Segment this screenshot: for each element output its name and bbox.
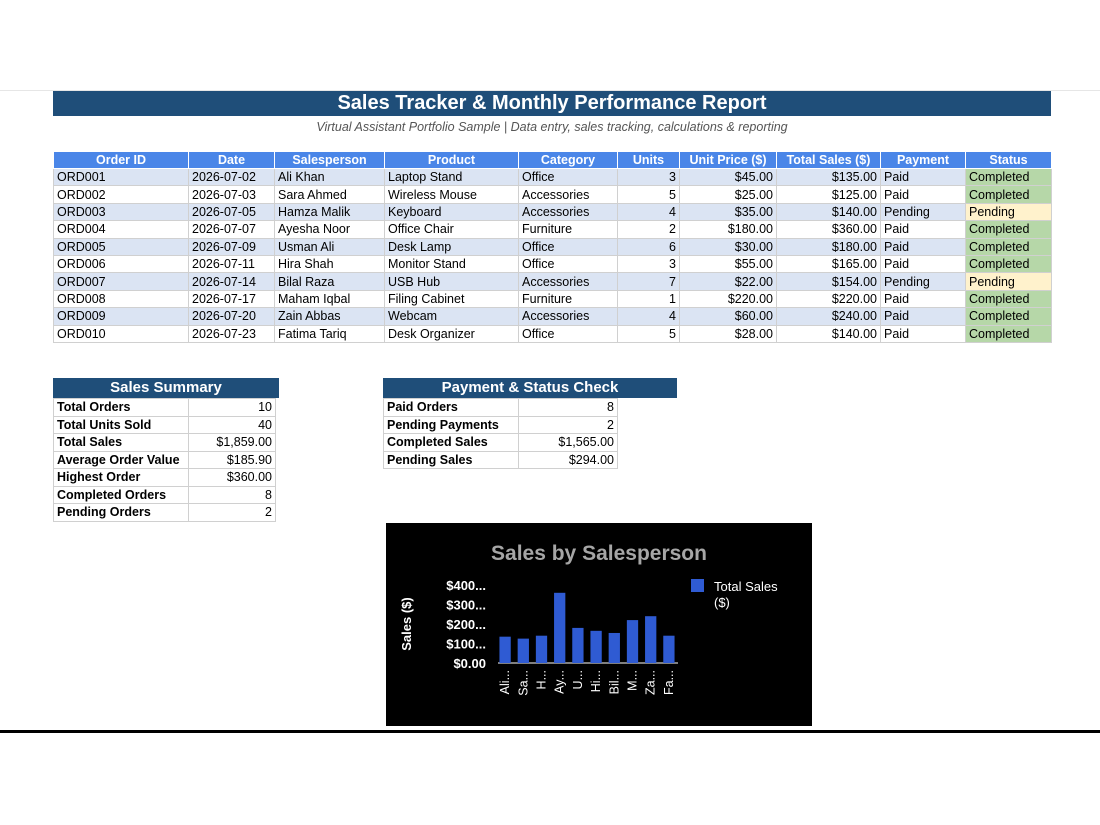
summary-row bbox=[54, 399, 276, 417]
x-tick-label: Za... bbox=[643, 670, 658, 696]
cell-order-id[interactable]: ORD002 bbox=[54, 186, 189, 203]
y-tick-label: $400... bbox=[446, 578, 486, 593]
cell-payment[interactable]: Paid bbox=[881, 308, 966, 325]
cell-total-sales[interactable]: $140.00 bbox=[777, 325, 881, 342]
cell-category[interactable]: Office bbox=[519, 325, 618, 342]
cell-salesperson[interactable]: Usman Ali bbox=[275, 238, 385, 255]
table-row bbox=[54, 203, 1052, 220]
cell-category[interactable]: Office bbox=[519, 238, 618, 255]
cell-unit-price[interactable]: $28.00 bbox=[680, 325, 777, 342]
cell-product[interactable]: Desk Organizer bbox=[385, 325, 519, 342]
col-header-order-id[interactable]: Order ID bbox=[54, 152, 189, 169]
cell-status[interactable]: Completed bbox=[966, 186, 1052, 203]
cell-status[interactable]: Completed bbox=[966, 290, 1052, 307]
status-row bbox=[384, 451, 618, 469]
status-row bbox=[384, 434, 618, 452]
status-label[interactable]: Completed Sales bbox=[384, 434, 519, 452]
cell-salesperson[interactable]: Sara Ahmed bbox=[275, 186, 385, 203]
summary-label[interactable]: Total Units Sold bbox=[54, 416, 189, 434]
cell-date[interactable]: 2026-07-17 bbox=[189, 290, 275, 307]
cell-order-id[interactable]: ORD004 bbox=[54, 221, 189, 238]
cell-product[interactable]: Wireless Mouse bbox=[385, 186, 519, 203]
cell-units[interactable]: 3 bbox=[618, 255, 680, 272]
cell-unit-price[interactable]: $22.00 bbox=[680, 273, 777, 290]
cell-category[interactable]: Furniture bbox=[519, 221, 618, 238]
summary-label[interactable]: Pending Orders bbox=[54, 504, 189, 522]
cell-units[interactable]: 7 bbox=[618, 273, 680, 290]
report-title: Sales Tracker & Monthly Performance Report bbox=[53, 91, 1051, 116]
cell-order-id[interactable]: ORD001 bbox=[54, 169, 189, 186]
cell-category[interactable]: Accessories bbox=[519, 203, 618, 220]
bar-1 bbox=[518, 639, 529, 663]
cell-date[interactable]: 2026-07-02 bbox=[189, 169, 275, 186]
bar-5 bbox=[590, 631, 601, 663]
cell-salesperson[interactable]: Ayesha Noor bbox=[275, 221, 385, 238]
cell-product[interactable]: Webcam bbox=[385, 308, 519, 325]
cell-order-id[interactable]: ORD008 bbox=[54, 290, 189, 307]
status-label[interactable]: Pending Sales bbox=[384, 451, 519, 469]
x-tick-label: Sa... bbox=[516, 670, 531, 696]
bar-9 bbox=[663, 636, 674, 663]
col-header-units[interactable]: Units bbox=[618, 152, 680, 169]
legend-label-line1: Total Sales bbox=[714, 579, 778, 594]
x-tick-label: H... bbox=[534, 670, 549, 690]
cell-total-sales[interactable]: $360.00 bbox=[777, 221, 881, 238]
table-row bbox=[54, 255, 1052, 272]
cell-unit-price[interactable]: $55.00 bbox=[680, 255, 777, 272]
cell-order-id[interactable]: ORD006 bbox=[54, 255, 189, 272]
cell-salesperson[interactable]: Maham Iqbal bbox=[275, 290, 385, 307]
cell-total-sales[interactable]: $220.00 bbox=[777, 290, 881, 307]
summary-row bbox=[54, 504, 276, 522]
cell-total-sales[interactable]: $180.00 bbox=[777, 238, 881, 255]
status-value[interactable]: 8 bbox=[519, 399, 618, 417]
cell-salesperson[interactable]: Zain Abbas bbox=[275, 308, 385, 325]
cell-status[interactable]: Completed bbox=[966, 255, 1052, 272]
y-tick-label: $300... bbox=[446, 597, 486, 613]
status-label[interactable]: Paid Orders bbox=[384, 399, 519, 417]
cell-category[interactable]: Accessories bbox=[519, 273, 618, 290]
cell-product[interactable]: Filing Cabinet bbox=[385, 290, 519, 307]
x-tick-label: Ali... bbox=[498, 670, 513, 695]
summary-row bbox=[54, 469, 276, 487]
cell-product[interactable]: Office Chair bbox=[385, 221, 519, 238]
cell-units[interactable]: 4 bbox=[618, 203, 680, 220]
status-row bbox=[384, 399, 618, 417]
bar-0 bbox=[499, 637, 510, 663]
summary-row bbox=[54, 486, 276, 504]
cell-product[interactable]: Keyboard bbox=[385, 203, 519, 220]
cell-status[interactable]: Completed bbox=[966, 221, 1052, 238]
table-row bbox=[54, 290, 1052, 307]
cell-status[interactable]: Completed bbox=[966, 325, 1052, 342]
cell-total-sales[interactable]: $165.00 bbox=[777, 255, 881, 272]
legend-label-line2: ($) bbox=[714, 595, 730, 610]
summary-row bbox=[54, 416, 276, 434]
cell-salesperson[interactable]: Bilal Raza bbox=[275, 273, 385, 290]
cell-status[interactable]: Completed bbox=[966, 169, 1052, 186]
summary-value[interactable]: $360.00 bbox=[189, 469, 276, 487]
summary-label[interactable]: Average Order Value bbox=[54, 451, 189, 469]
cell-unit-price[interactable]: $30.00 bbox=[680, 238, 777, 255]
status-value[interactable]: $1,565.00 bbox=[519, 434, 618, 452]
x-tick-label: Ay... bbox=[552, 670, 567, 694]
col-header-product[interactable]: Product bbox=[385, 152, 519, 169]
cell-category[interactable]: Accessories bbox=[519, 186, 618, 203]
col-header-salesperson[interactable]: Salesperson bbox=[275, 152, 385, 169]
y-tick-label: $0.00 bbox=[453, 656, 486, 671]
cell-payment[interactable]: Paid bbox=[881, 169, 966, 186]
cell-date[interactable]: 2026-07-14 bbox=[189, 273, 275, 290]
cell-units[interactable]: 3 bbox=[618, 169, 680, 186]
chart-title: Sales by Salesperson bbox=[491, 542, 707, 565]
cell-date[interactable]: 2026-07-09 bbox=[189, 238, 275, 255]
col-header-unit-price[interactable]: Unit Price ($) bbox=[680, 152, 777, 169]
cell-category[interactable]: Accessories bbox=[519, 308, 618, 325]
x-tick-label: U... bbox=[570, 670, 585, 690]
table-row bbox=[54, 308, 1052, 325]
cell-payment[interactable]: Paid bbox=[881, 186, 966, 203]
cell-status[interactable]: Pending bbox=[966, 203, 1052, 220]
cell-units[interactable]: 5 bbox=[618, 186, 680, 203]
orders-header-row bbox=[54, 152, 1052, 169]
table-row bbox=[54, 273, 1052, 290]
cell-date[interactable]: 2026-07-23 bbox=[189, 325, 275, 342]
bar-8 bbox=[645, 616, 656, 663]
summary-value[interactable]: $1,859.00 bbox=[189, 434, 276, 452]
cell-units[interactable]: 4 bbox=[618, 308, 680, 325]
x-tick-label: M... bbox=[625, 670, 640, 691]
cell-date[interactable]: 2026-07-07 bbox=[189, 221, 275, 238]
cell-date[interactable]: 2026-07-20 bbox=[189, 308, 275, 325]
col-header-total-sales[interactable]: Total Sales ($) bbox=[777, 152, 881, 169]
orders-body bbox=[54, 169, 1052, 343]
summary-label[interactable]: Total Orders bbox=[54, 399, 189, 417]
cell-salesperson[interactable]: Fatima Tariq bbox=[275, 325, 385, 342]
cell-order-id[interactable]: ORD010 bbox=[54, 325, 189, 342]
cell-total-sales[interactable]: $125.00 bbox=[777, 186, 881, 203]
summary-row bbox=[54, 434, 276, 452]
cell-total-sales[interactable]: $240.00 bbox=[777, 308, 881, 325]
cell-salesperson[interactable]: Ali Khan bbox=[275, 169, 385, 186]
cell-product[interactable]: USB Hub bbox=[385, 273, 519, 290]
cell-salesperson[interactable]: Hamza Malik bbox=[275, 203, 385, 220]
summary-label[interactable]: Total Sales bbox=[54, 434, 189, 452]
cell-product[interactable]: Desk Lamp bbox=[385, 238, 519, 255]
summary-label[interactable]: Highest Order bbox=[54, 469, 189, 487]
cell-order-id[interactable]: ORD003 bbox=[54, 203, 189, 220]
table-row bbox=[54, 221, 1052, 238]
cell-unit-price[interactable]: $25.00 bbox=[680, 186, 777, 203]
table-row bbox=[54, 325, 1052, 342]
cell-total-sales[interactable]: $154.00 bbox=[777, 273, 881, 290]
cell-total-sales[interactable]: $135.00 bbox=[777, 169, 881, 186]
bottom-divider bbox=[0, 730, 1100, 733]
sales-summary-table bbox=[53, 398, 276, 522]
cell-unit-price[interactable]: $220.00 bbox=[680, 290, 777, 307]
cell-payment[interactable]: Paid bbox=[881, 221, 966, 238]
table-row bbox=[54, 238, 1052, 255]
sales-summary-title: Sales Summary bbox=[53, 378, 279, 398]
cell-status[interactable]: Completed bbox=[966, 238, 1052, 255]
summary-value[interactable]: 8 bbox=[189, 486, 276, 504]
status-value[interactable]: $294.00 bbox=[519, 451, 618, 469]
cell-units[interactable]: 1 bbox=[618, 290, 680, 307]
bar-3 bbox=[554, 593, 565, 663]
table-row bbox=[54, 186, 1052, 203]
cell-payment[interactable]: Pending bbox=[881, 203, 966, 220]
cell-unit-price[interactable]: $45.00 bbox=[680, 169, 777, 186]
cell-category[interactable]: Office bbox=[519, 255, 618, 272]
bar-2 bbox=[536, 636, 547, 663]
report-subtitle: Virtual Assistant Portfolio Sample | Data entry, sales tracking, calculations & reporting bbox=[316, 120, 788, 134]
cell-category[interactable]: Furniture bbox=[519, 290, 618, 307]
chart-canvas bbox=[386, 523, 812, 726]
cell-order-id[interactable]: ORD009 bbox=[54, 308, 189, 325]
legend-swatch bbox=[691, 579, 704, 592]
cell-payment[interactable]: Paid bbox=[881, 238, 966, 255]
col-header-category[interactable]: Category bbox=[519, 152, 618, 169]
cell-product[interactable]: Monitor Stand bbox=[385, 255, 519, 272]
y-tick-label: $100... bbox=[446, 636, 486, 652]
summary-value[interactable]: 10 bbox=[189, 399, 276, 417]
y-tick-label: $200... bbox=[446, 617, 486, 632]
cell-payment[interactable]: Pending bbox=[881, 273, 966, 290]
summary-value[interactable]: $185.90 bbox=[189, 451, 276, 469]
cell-units[interactable]: 2 bbox=[618, 221, 680, 238]
x-tick-label: Hi... bbox=[589, 670, 604, 693]
status-check-table bbox=[383, 398, 618, 469]
status-row bbox=[384, 416, 618, 434]
cell-units[interactable]: 6 bbox=[618, 238, 680, 255]
summary-value[interactable]: 40 bbox=[189, 416, 276, 434]
cell-status[interactable]: Pending bbox=[966, 273, 1052, 290]
status-value[interactable]: 2 bbox=[519, 416, 618, 434]
table-row bbox=[54, 169, 1052, 186]
summary-value[interactable]: 2 bbox=[189, 504, 276, 522]
cell-payment[interactable]: Paid bbox=[881, 255, 966, 272]
cell-order-id[interactable]: ORD005 bbox=[54, 238, 189, 255]
cell-date[interactable]: 2026-07-05 bbox=[189, 203, 275, 220]
orders-table bbox=[53, 151, 1052, 343]
y-axis-title: Sales ($) bbox=[399, 597, 414, 651]
cell-salesperson[interactable]: Hira Shah bbox=[275, 255, 385, 272]
cell-order-id[interactable]: ORD007 bbox=[54, 273, 189, 290]
status-check-title: Payment & Status Check bbox=[383, 378, 677, 398]
sales-chart[interactable] bbox=[386, 523, 812, 726]
cell-unit-price[interactable]: $35.00 bbox=[680, 203, 777, 220]
col-header-status[interactable]: Status bbox=[966, 152, 1052, 169]
cell-category[interactable]: Office bbox=[519, 169, 618, 186]
cell-payment[interactable]: Paid bbox=[881, 325, 966, 342]
bar-4 bbox=[572, 628, 583, 663]
col-header-payment[interactable]: Payment bbox=[881, 152, 966, 169]
x-tick-label: Bil... bbox=[607, 670, 622, 695]
bar-6 bbox=[609, 633, 620, 663]
cell-date[interactable]: 2026-07-11 bbox=[189, 255, 275, 272]
status-label[interactable]: Pending Payments bbox=[384, 416, 519, 434]
cell-payment[interactable]: Paid bbox=[881, 290, 966, 307]
cell-unit-price[interactable]: $60.00 bbox=[680, 308, 777, 325]
cell-product[interactable]: Laptop Stand bbox=[385, 169, 519, 186]
bar-7 bbox=[627, 620, 638, 663]
cell-date[interactable]: 2026-07-03 bbox=[189, 186, 275, 203]
x-tick-label: Fa... bbox=[661, 670, 676, 696]
cell-total-sales[interactable]: $140.00 bbox=[777, 203, 881, 220]
summary-label[interactable]: Completed Orders bbox=[54, 486, 189, 504]
col-header-date[interactable]: Date bbox=[189, 152, 275, 169]
summary-row bbox=[54, 451, 276, 469]
cell-units[interactable]: 5 bbox=[618, 325, 680, 342]
cell-unit-price[interactable]: $180.00 bbox=[680, 221, 777, 238]
cell-status[interactable]: Completed bbox=[966, 308, 1052, 325]
